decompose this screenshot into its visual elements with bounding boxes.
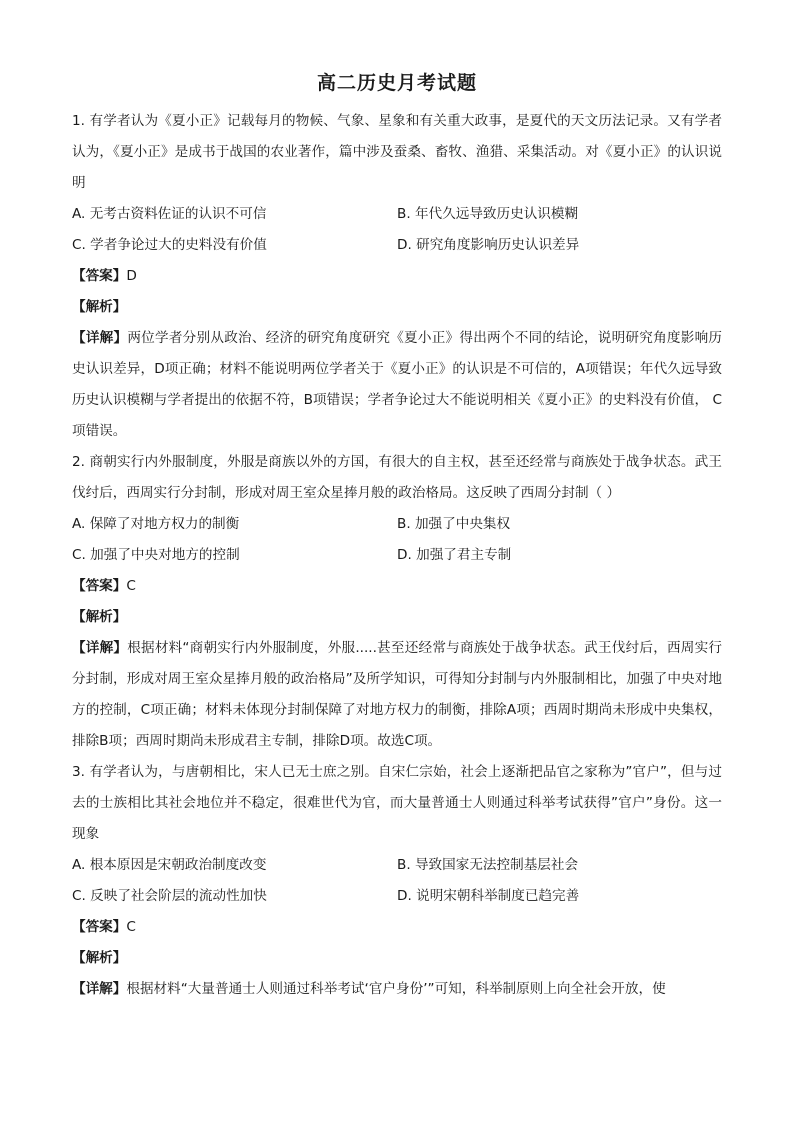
detail-label: 【详解】	[72, 640, 128, 656]
answer-label: 【答案】	[72, 578, 127, 594]
option-d: D. 说明宋朝科举制度已趋完善	[397, 888, 580, 904]
answer-line	[72, 261, 722, 292]
analysis-line	[72, 292, 722, 323]
questions-container	[72, 106, 722, 1005]
question-stem: 2. 商朝实行内外服制度，外服是商族以外的方国，有很大的自主权，甚至还经常与商族处于战争状态。武王伐纣后，西周实行分封制，形成对周王室众星捧月般的政治格局。这反映了西周分封制（ ）	[72, 454, 722, 501]
question-3	[72, 757, 722, 1005]
detail-text: 根据材料“大量普通士人则通过科举考试‘官户身份’”可知，科举制原则上向全社会开放，使	[126, 981, 666, 997]
options-grid	[72, 509, 722, 571]
option-c: C. 反映了社会阶层的流动性加快	[72, 888, 267, 904]
detail-label: 【详解】	[72, 981, 127, 997]
question-stem: 1. 有学者认为《夏小正》记载每月的物候、气象、星象和有关重大政事，是夏代的天文历法记录。又有学者认为，《夏小正》是成书于战国的农业著作，篇中涉及蚕桑、畜牧、渔猎、采集活动。对《夏小正》的认识说明	[72, 113, 722, 191]
question-stem: 3. 有学者认为，与唐朝相比，宋人已无士庶之别。自宋仁宗始，社会上逐渐把品官之家称为”官户”，但与过去的士族相比其社会地位并不稳定，很难世代为官，而大量普通士人则通过科举考试获得”官户”身份。这一现象	[72, 764, 722, 842]
question-1	[72, 106, 722, 447]
option-c: C. 加强了中央对地方的控制	[72, 547, 240, 563]
answer-label: 【答案】	[72, 268, 127, 284]
analysis-line	[72, 943, 722, 974]
question-2	[72, 447, 722, 757]
detail-paragraph	[72, 323, 722, 447]
option-c: C. 学者争论过大的史料没有价值	[72, 237, 267, 253]
answer-line	[72, 912, 722, 943]
option-b: B. 年代久远导致历史认识模糊	[397, 206, 579, 222]
option-d: D. 研究角度影响历史认识差异	[397, 237, 580, 253]
answer-value: C	[126, 578, 136, 594]
detail-text: 两位学者分别从政治、经济的研究角度研究《夏小正》得出两个不同的结论，说明研究角度影响历史认识差异，D项正确；材料不能说明两位学者关于《夏小正》的认识是不可信的，A项错误；年代久远导致历史认识模糊与学者提出的依据不符，B项错误；学者争论过大不能说明相关《夏小正》的史料没有价值， C项错误。	[72, 330, 723, 439]
answer-value: C	[126, 919, 136, 935]
option-d: D. 加强了君主专制	[397, 547, 512, 563]
option-b: B. 导致国家无法控制基层社会	[397, 857, 579, 873]
option-b: B. 加强了中央集权	[397, 516, 511, 532]
options-grid	[72, 850, 722, 912]
analysis-label: 【解析】	[72, 609, 127, 625]
answer-label: 【答案】	[72, 919, 127, 935]
page-title: 高二历史月考试题	[316, 72, 477, 94]
detail-label: 【详解】	[72, 330, 128, 346]
option-a: A. 保障了对地方权力的制衡	[72, 516, 240, 532]
analysis-label: 【解析】	[72, 950, 127, 966]
analysis-label: 【解析】	[72, 299, 127, 315]
detail-paragraph	[72, 633, 722, 757]
answer-value: D	[126, 268, 137, 284]
answer-line	[72, 571, 722, 602]
detail-paragraph	[72, 974, 722, 1005]
option-a: A. 根本原因是宋朝政治制度改变	[72, 857, 267, 873]
options-grid	[72, 199, 722, 261]
option-a: A. 无考古资料佐证的认识不可信	[72, 206, 267, 222]
detail-text: 根据材料“商朝实行内外服制度，外服.....甚至还经常与商族处于战争状态。武王伐纣后，西周实行分封制，形成对周王室众星捧月般的政治格局”及所学知识，可得知分封制与内外服制相比，加强了中央对地方的控制，C项正确；材料未体现分封制保障了对地方权力的制衡，排除A项；西周时期尚未形成中央集权，排除B项；西周时期尚未形成君主专制，排除D项。故选C项。	[72, 640, 722, 749]
analysis-line	[72, 602, 722, 633]
